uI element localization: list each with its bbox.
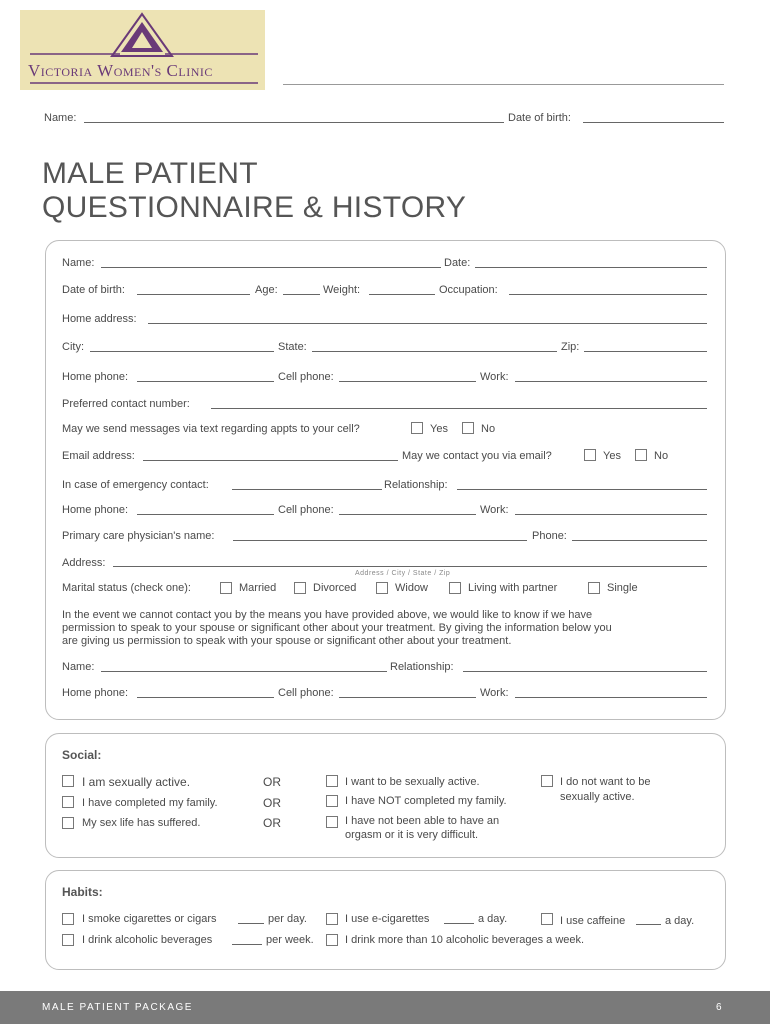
divorced-checkbox[interactable] (294, 582, 306, 594)
caffeine-amount-field[interactable] (636, 924, 661, 925)
occupation-label: Occupation: (439, 284, 498, 296)
or-label-1: OR (263, 775, 281, 789)
drink-label: I drink alcoholic beverages (82, 934, 213, 946)
physician-phone-field[interactable] (572, 540, 707, 541)
name-field[interactable] (101, 267, 441, 268)
top-name-field[interactable] (84, 122, 504, 123)
date-label: Date: (444, 257, 471, 269)
orgasm-difficult-label-2: orgasm or it is very difficult. (345, 829, 479, 841)
spouse-name-label: Name: (62, 661, 95, 673)
consent-paragraph-line3: are giving us permission to speak with your spouse or significant other about your treatment. (62, 635, 512, 647)
preferred-contact-field[interactable] (211, 408, 707, 409)
smoke-checkbox[interactable] (62, 913, 74, 925)
age-label: Age: (255, 284, 278, 296)
relationship-field[interactable] (457, 489, 707, 490)
spouse-cell-phone-field[interactable] (339, 697, 476, 698)
consent-paragraph-line1: In the event we cannot contact you by the means you have provided above, we would like to know if we have (62, 609, 593, 621)
consent-paragraph-line2: permission to speak to your spouse or significant other about your treatment. By giving the information below you (62, 622, 612, 634)
home-address-label: Home address: (62, 313, 137, 325)
not-completed-family-checkbox[interactable] (326, 795, 338, 807)
dob-field[interactable] (137, 294, 250, 295)
dob-label: Date of birth: (62, 284, 125, 296)
emergency-work-label: Work: (480, 504, 509, 516)
email-label: Email address: (62, 450, 135, 462)
married-checkbox[interactable] (220, 582, 232, 594)
smoke-per-day-label: per day. (268, 913, 307, 925)
sexually-active-checkbox[interactable] (62, 775, 74, 787)
drink-amount-field[interactable] (232, 944, 262, 945)
top-name-label: Name: (44, 112, 77, 124)
sex-life-suffered-label: My sex life has suffered. (82, 817, 201, 829)
ecig-amount-field[interactable] (444, 923, 474, 924)
want-sexually-active-label: I want to be sexually active. (345, 776, 480, 788)
drink-more-label: I drink more than 10 alcoholic beverages a week. (345, 934, 585, 946)
emergency-contact-label: In case of emergency contact: (62, 479, 209, 491)
email-permission-question: May we contact you via email? (402, 450, 552, 462)
city-label: City: (62, 341, 84, 353)
spouse-relationship-label: Relationship: (390, 661, 454, 673)
preferred-contact-label: Preferred contact number: (62, 398, 190, 410)
footer-title: MALE PATIENT PACKAGE (42, 1002, 193, 1013)
emergency-cell-phone-label: Cell phone: (278, 504, 334, 516)
logo-text: Victoria Women's Clinic (28, 61, 213, 80)
marital-status-label: Marital status (check one): (62, 582, 191, 594)
widow-checkbox[interactable] (376, 582, 388, 594)
address-hint: Address / City / State / Zip (355, 570, 451, 577)
sexually-active-label: I am sexually active. (82, 775, 191, 789)
not-sexually-active-label-2: sexually active. (560, 791, 635, 803)
physician-address-label: Address: (62, 557, 106, 569)
state-field[interactable] (312, 351, 557, 352)
page-number: 6 (716, 1002, 724, 1013)
single-checkbox[interactable] (588, 582, 600, 594)
spouse-work-field[interactable] (515, 697, 707, 698)
top-dob-field[interactable] (583, 122, 724, 123)
clinic-logo (20, 10, 265, 90)
orgasm-difficult-label-1: I have not been able to have an (345, 815, 500, 827)
drink-per-week-label: per week. (266, 934, 314, 946)
or-label-3: OR (263, 816, 281, 830)
top-dob-label: Date of birth: (508, 112, 571, 124)
city-field[interactable] (90, 351, 274, 352)
living-with-partner-checkbox[interactable] (449, 582, 461, 594)
physician-label: Primary care physician's name: (62, 530, 215, 542)
text-yes-label: Yes (430, 423, 448, 435)
occupation-field[interactable] (509, 294, 707, 295)
spouse-cell-phone-label: Cell phone: (278, 687, 334, 699)
emergency-home-phone-label: Home phone: (62, 504, 129, 516)
completed-family-label: I have completed my family. (82, 797, 218, 809)
orgasm-difficult-checkbox[interactable] (326, 816, 338, 828)
drink-more-checkbox[interactable] (326, 934, 338, 946)
home-phone-field[interactable] (137, 381, 274, 382)
physician-field[interactable] (233, 540, 527, 541)
cell-phone-label: Cell phone: (278, 371, 334, 383)
date-field[interactable] (475, 267, 707, 268)
caffeine-label: I use caffeine (560, 915, 626, 927)
emergency-contact-field[interactable] (232, 489, 382, 490)
smoke-label: I smoke cigarettes or cigars (82, 913, 217, 925)
page-footer (0, 991, 770, 1024)
not-sexually-active-checkbox[interactable] (541, 775, 553, 787)
not-completed-family-label: I have NOT completed my family. (345, 795, 507, 807)
ecig-checkbox[interactable] (326, 913, 338, 925)
physician-phone-label: Phone: (532, 530, 567, 542)
spouse-relationship-field[interactable] (463, 671, 707, 672)
text-no-checkbox[interactable] (462, 422, 474, 434)
spouse-name-field[interactable] (101, 671, 387, 672)
text-permission-question: May we send messages via text regarding appts to your cell? (62, 423, 360, 435)
smoke-amount-field[interactable] (238, 923, 264, 924)
email-yes-checkbox[interactable] (584, 449, 596, 461)
state-label: State: (278, 341, 307, 353)
email-no-checkbox[interactable] (635, 449, 647, 461)
emergency-cell-phone-field[interactable] (339, 514, 476, 515)
divorced-label: Divorced (313, 582, 357, 594)
email-yes-label: Yes (603, 450, 621, 462)
zip-label: Zip: (561, 341, 580, 353)
work-label: Work: (480, 371, 509, 383)
sex-life-suffered-checkbox[interactable] (62, 817, 74, 829)
completed-family-checkbox[interactable] (62, 796, 74, 808)
page-title-line1: MALE PATIENT (42, 157, 258, 190)
text-yes-checkbox[interactable] (411, 422, 423, 434)
name-label: Name: (62, 257, 95, 269)
home-address-field[interactable] (148, 323, 707, 324)
living-with-partner-label: Living with partner (468, 582, 558, 594)
weight-label: Weight: (323, 284, 361, 296)
home-phone-label: Home phone: (62, 371, 129, 383)
weight-field[interactable] (369, 294, 435, 295)
or-label-2: OR (263, 796, 281, 810)
caffeine-a-day-label: a day. (665, 915, 695, 927)
work-field[interactable] (515, 381, 707, 382)
spouse-home-phone-field[interactable] (137, 697, 274, 698)
email-no-label: No (654, 450, 669, 462)
single-label: Single (607, 582, 638, 594)
age-field[interactable] (283, 294, 320, 295)
not-sexually-active-label-1: I do not want to be (560, 776, 651, 788)
caffeine-checkbox[interactable] (541, 913, 553, 925)
spouse-home-phone-label: Home phone: (62, 687, 129, 699)
header-rule (283, 84, 724, 85)
emergency-work-field[interactable] (515, 514, 707, 515)
ecig-label: I use e-cigarettes (345, 913, 430, 925)
social-title: Social: (62, 748, 102, 762)
email-field[interactable] (143, 460, 398, 461)
cell-phone-field[interactable] (339, 381, 476, 382)
ecig-a-day-label: a day. (478, 913, 508, 925)
spouse-work-label: Work: (480, 687, 509, 699)
emergency-home-phone-field[interactable] (137, 514, 274, 515)
drink-checkbox[interactable] (62, 934, 74, 946)
want-sexually-active-checkbox[interactable] (326, 775, 338, 787)
widow-label: Widow (395, 582, 429, 594)
habits-title: Habits: (62, 885, 103, 899)
page-title-line2: QUESTIONNAIRE & HISTORY (42, 191, 467, 224)
relationship-label: Relationship: (384, 479, 448, 491)
text-no-label: No (481, 423, 496, 435)
married-label: Married (239, 582, 277, 594)
zip-field[interactable] (584, 351, 707, 352)
